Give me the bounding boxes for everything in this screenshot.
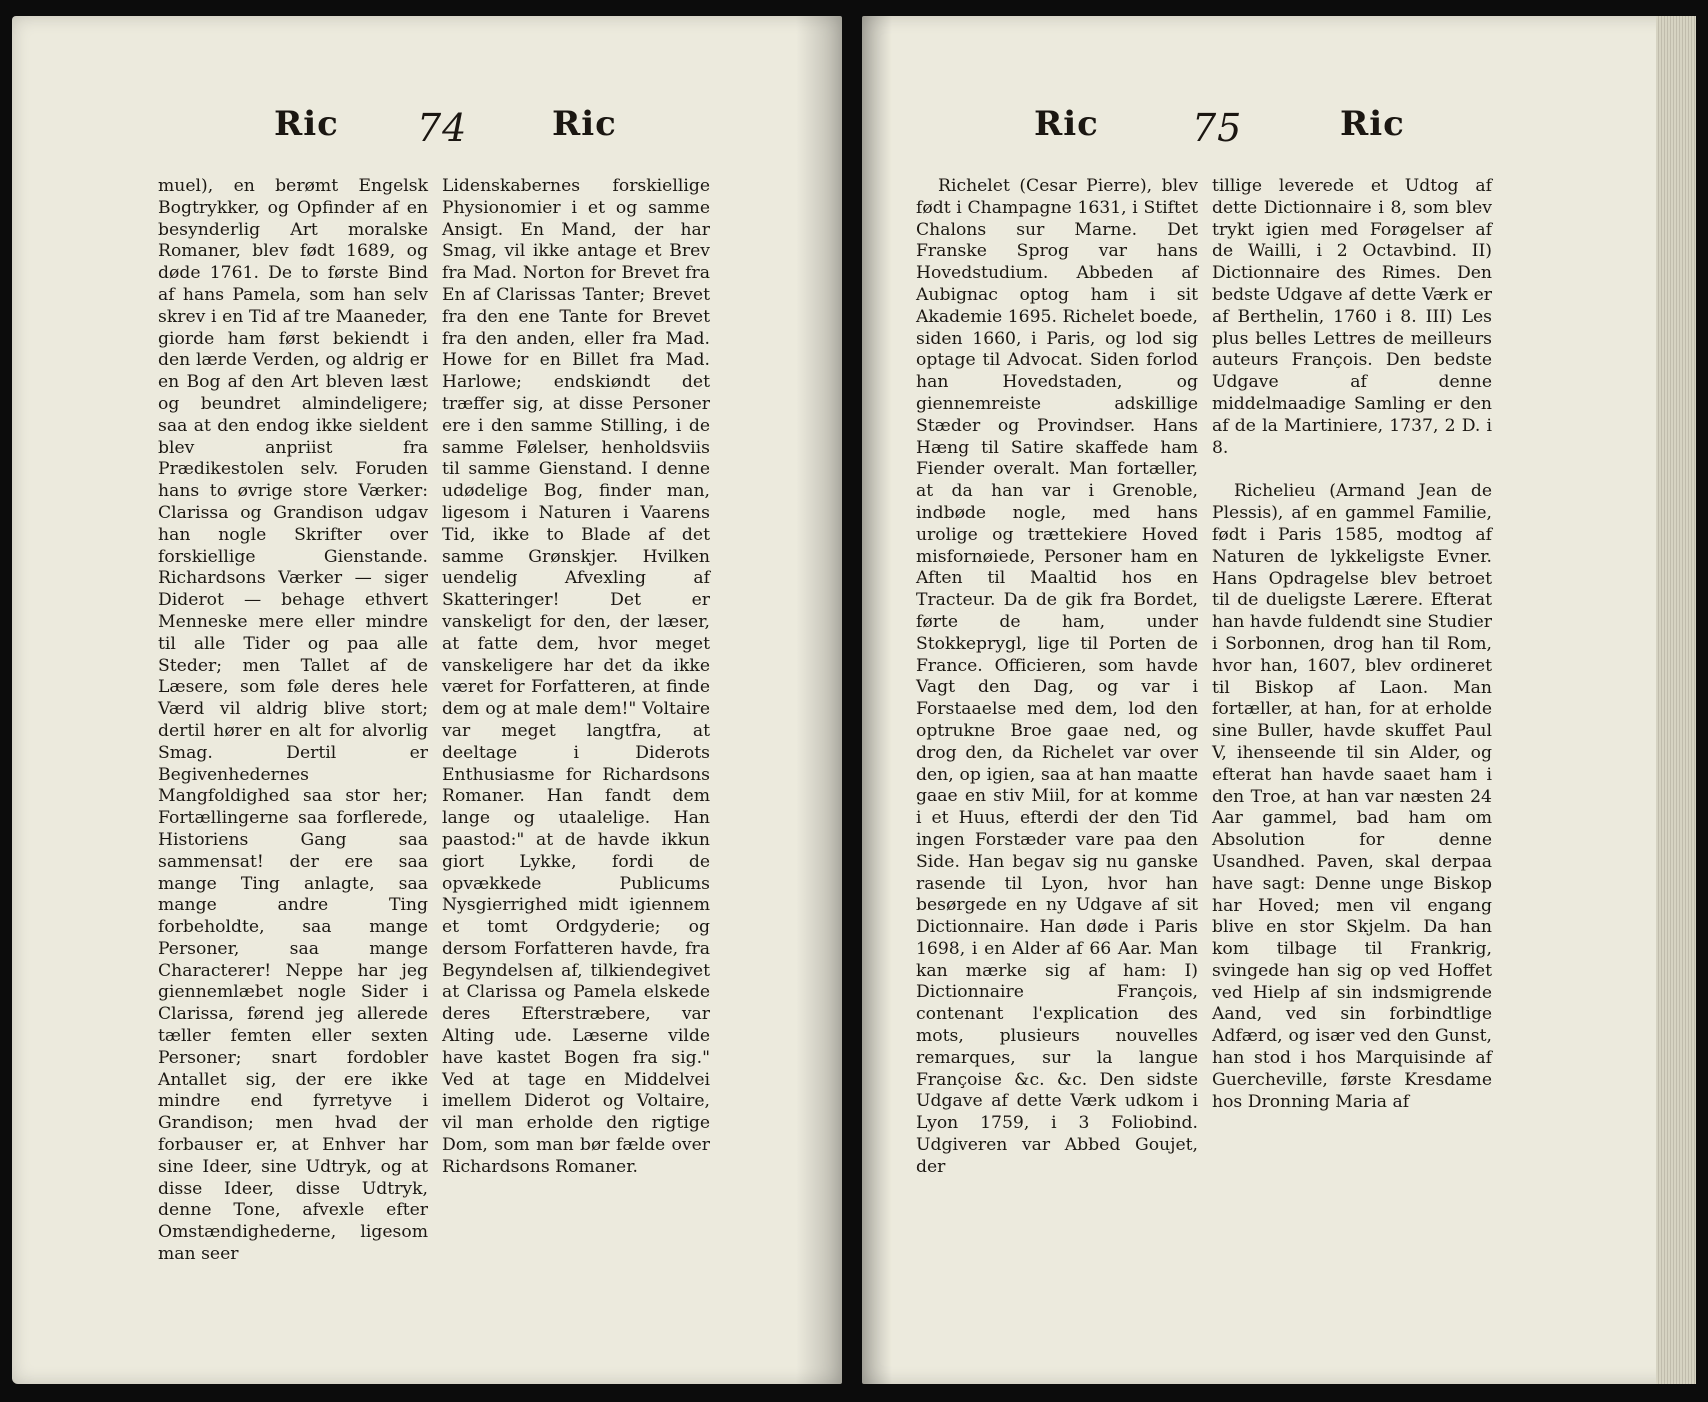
page-number: 74	[417, 106, 468, 150]
running-head-left: Ric	[1034, 104, 1099, 144]
entry-richelet-continued: tillige leverede et Udtog af dette Dictionnaire i 8, som blev trykt igien med Forøgelser af de Wailli, i 2 Octavbind. II) Dictionnaire des Rimes. Den bedste Udgave af dette Værk er af Berthelin, 1760 i 8. III) Les plus belles Lettres de meilleurs auteurs François. Den bedste Udgave af denne middelmaadige Samling er den af de la Martiniere, 1737, 2 D. i 8.	[1212, 176, 1492, 458]
running-head-right: Ric	[1340, 104, 1405, 144]
right-page-header	[862, 104, 1696, 154]
left-page	[12, 16, 842, 1384]
page-number: 75	[1192, 106, 1243, 150]
entry-richelet: Richelet (Cesar Pierre), blev født i Champagne 1631, i Stiftet Chalons sur Marne. Det Franske Sprog var hans Hovedstudium. Abbeden af Aubignac optog ham i sit Akademie 1695. Richelet boede, siden 1660, i Paris, og lod sig optage til Advocat. Siden forlod han Hovedstaden, og giennemreiste adskillige Stæder og Provindser. Hans Hæng til Satire skaffede ham Fiender overalt. Man fortæller, at da han var i Grenoble, indbøde nogle, med hans urolige og trættekiere Hoved misfornøiede, Personer ham en Aften til Maaltid hos en Tracteur. Da de gik fra Bordet, førte de ham, under Stokkeprygl, lige til Porten de France. Officieren, som havde Vagt den Dag, og var i Forstaaelse med dem, lod den optrukne Broe gaae ned, og drog den, da Richelet var over den, op igien, saa at han maatte gaae en stiv Miil, for at komme i et Huus, efterdi der den Tid ingen Forstæder vare paa den Side. Han begav sig nu ganske rasende til Lyon, hvor han besørgede en ny Udgave af sit Dictionnaire. Han døde i Paris 1698, i en Alder af 66 Aar. Man kan mærke sig af ham: I) Dictionnaire François, contenant l'explication des mots, plusieurs nouvelles remarques, sur la langue Françoise &c. &c. Den sidste Udgave af dette Værk udkom i Lyon 1759, i 3 Foliobind. Udgiveren var Abbed Goujet, der	[916, 176, 1198, 1177]
right-page	[862, 16, 1696, 1384]
running-head-right: Ric	[552, 104, 617, 144]
article-text: Lidenskabernes forskiellige Physionomier i et og samme Ansigt. En Mand, der har Smag, vil ikke antage et Brev fra Mad. Norton for Brevet fra En af Clarissas Tanter; Brevet fra den ene Tante for Brevet fra den anden, eller fra Mad. Howe for en Billet fra Mad. Harlowe; endskiøndt det træffer sig, at disse Personer ere i den samme Stilling, i de samme Følelser, henholdsviis til samme Gienstand. I denne udødelige Bog, finder man, ligesom i Naturen i Vaarens Tid, ikke to Blade af det samme Grønskjer. Hvilken uendelig Afvexling af Skatteringer! Det er vanskeligt for den, der læser, at fatte dem, hvor meget vanskeligere har det da ikke været for Forfatteren, at finde dem og at male dem!" Voltaire var meget langtfra, at deeltage i Diderots Enthusiasme for Richardsons Romaner. Han fandt dem lange og utaalelige. Han paastod:" at de havde ikkun giort Lykke, fordi de opvækkede Publicums Nysgierrighed midt igiennem et tomt Ordgyderie; og dersom Forfatteren havde, fra Begyndelsen af, tilkiendegivet at Clarissa og Pamela elskede deres Efterstræbere, var Alting ude. Læserne vilde have kastet Bogen fra sig." Ved at tage en Middelvei imellem Diderot og Voltaire, vil man erholde den rigtige Dom, som man bør fælde over Richardsons Romaner.	[442, 176, 710, 1177]
article-text: muel), en berømt Engelsk Bogtrykker, og Opfinder af en besynderlig Art moralske Romaner, blev født 1689, og døde 1761. De to første Bind af hans Pamela, som han selv skrev i en Tid af tre Maaneder, giorde ham først bekiendt i den lærde Verden, og aldrig er en Bog af den Art bleven læst og beundret almindeligere; saa at den endog ikke sieldent blev anpriist fra Prædikestolen selv. Foruden hans to øvrige store Værker: Clarissa og Grandison udgav han nogle Skrifter over forskiellige Gienstande. Richardsons Værker — siger Diderot — behage ethvert Menneske mere eller mindre til alle Tider og paa alle Steder; men Tallet af de Læsere, som føle deres hele Værd vil aldrig blive stort; dertil hører en alt for alvorlig Smag. Dertil er Begivenhedernes Mangfoldighed saa stor her; Fortællingerne saa forflerede, Historiens Gang saa sammensat! der ere saa mange Ting anlagte, saa mange andre Ting forbeholdte, saa mange Personer, saa mange Characterer! Neppe har jeg giennemlæbet nogle Sider i Clarissa, førend jeg allerede tæller femten eller sexten Personer; snart fordobler Antallet sig, der ere ikke mindre end fyrretyve i Grandison; men hvad der forbauser er, at Enhver har sine Ideer, sine Udtryk, og at disse Ideer, disse Udtryk, denne Tone, afvexle efter Omstændighederne, ligesom man seer	[158, 176, 428, 1265]
entry-richelieu: Richelieu (Armand Jean de Plessis), af en gammel Familie, født i Paris 1585, modtog af Naturen de lykkeligste Evner. Hans Opdragelse blev betroet til de dueligste Lærere. Efterat han havde fuldendt sine Studier i Sorbonnen, drog han til Rom, hvor han, 1607, blev ordineret til Biskop af Laon. Man fortæller, at han, for at erholde sine Buller, havde skuffet Paul V, ihenseende til sin Alder, og efterat han havde saaet ham i den Troe, at han var næsten 24 Aar gammel, bad ham om Absolution for denne Usandhed. Paven, skal derpaa have sagt: Denne unge Biskop har Hoved; men vil engang blive en stor Skjelm. Da han kom tilbage til Frankrig, svingede han sig op ved Hoffet ved Hielp af sin indsmigrende Aand, ved sin forbindtlige Adfærd, og især ved den Gunst, han stod i hos Marquisinde af Guercheville, første Kresdame hos Dronning Maria af	[1212, 481, 1492, 1112]
left-page-column-1	[158, 176, 428, 1266]
left-page-column-2	[442, 176, 710, 1179]
left-page-header	[12, 104, 842, 154]
running-head-left: Ric	[274, 104, 339, 144]
right-page-column-2	[1212, 176, 1492, 1113]
right-page-column-1	[916, 176, 1198, 1179]
